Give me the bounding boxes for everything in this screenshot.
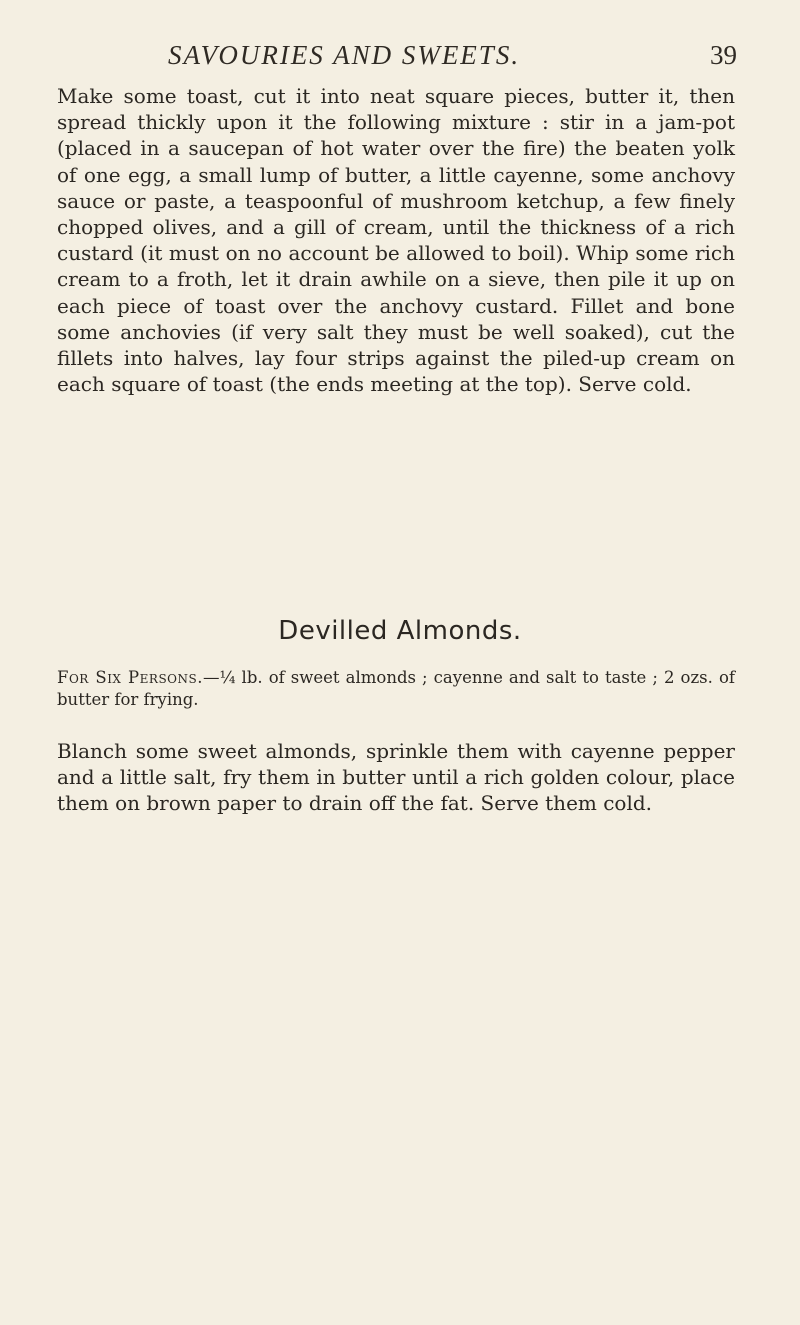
anchovy-recipe-paragraph: Make some toast, cut it into neat square pieces, butter it, then spread thickly upon it the following mixture : stir in a jam-pot (placed in a saucepan of hot water over the fire) the beaten yolk of one egg, a small lump of butter, a little cayenne, some anchovy sauce or paste, a teaspoonful of mushroom ketchup, a few finely chopped olives, and a gill of cream, until the thickness of a rich custard (it must on no account be allowed to boil). Whip some rich cream to a froth, let it drain awhile on a sieve, then pile it up on each piece of toast over the anchovy custard. Fillet and bone some anchovies (if very salt they must be well soaked), cut the fillets into halves, lay four strips against the piled-up cream on each square of toast (the ends meeting at the top). Serve cold. (57, 84, 735, 397)
running-title: SAVOURIES AND SWEETS. (168, 40, 521, 70)
ingredients-line (57, 667, 735, 711)
servings-label: For Six Persons. (57, 668, 203, 687)
ingredients-list: —¼ lb. of sweet almonds ; cayenne and salt to taste ; 2 ozs. of butter for frying. (57, 668, 735, 709)
page-number: 39 (710, 40, 737, 70)
almonds-method-paragraph: Blanch some sweet almonds, sprinkle them with cayenne pepper and a little salt, fry them in butter until a rich golden colour, place them on brown paper to drain off the fat. Serve them cold. (57, 739, 735, 816)
recipe-heading: Devilled Almonds. (278, 616, 522, 646)
